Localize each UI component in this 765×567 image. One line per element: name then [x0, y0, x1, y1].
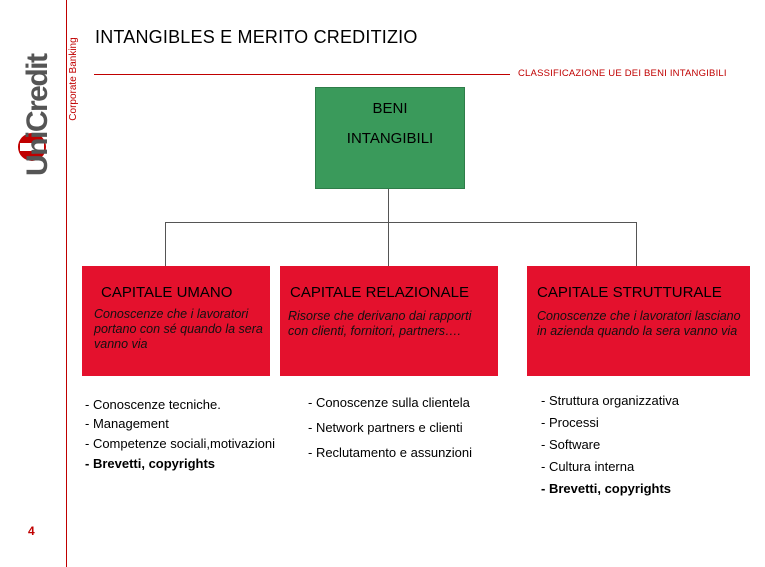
unicredit-logo: [12, 22, 79, 176]
list-item: - Reclutamento e assunzioni: [308, 445, 473, 460]
connector-root-down: [388, 189, 389, 222]
category-description-capitale-relazionale: Risorse che derivano dai rapporti con clienti, fornitori, partners….: [288, 309, 472, 338]
list-item: - Competenze sociali,motivazioni: [85, 436, 276, 451]
logo-wordmark: UniCredit: [21, 54, 54, 176]
list-item: - Cultura interna: [541, 459, 635, 474]
connector-horizontal: [165, 222, 637, 223]
page-number: 4: [28, 524, 35, 538]
list-item: - Management: [85, 416, 169, 431]
logo-subtitle: Corporate Banking: [68, 37, 79, 121]
list-item: - Conoscenze tecniche.: [85, 397, 221, 412]
page-title: INTANGIBLES E MERITO CREDITIZIO: [95, 27, 418, 47]
category-title-capitale-umano: CAPITALE UMANO: [101, 284, 233, 301]
connector-right: [636, 222, 637, 266]
category-description-capitale-strutturale: Conoscenze che i lavoratori lasciano in azienda quando la sera vanno via: [537, 309, 741, 338]
category-title-capitale-relazionale: CAPITALE RELAZIONALE: [290, 284, 469, 301]
list-item: - Software: [541, 437, 601, 452]
section-label: CLASSIFICAZIONE UE DEI BENI INTANGIBILI: [518, 68, 727, 79]
root-node-label-line1: BENI: [372, 100, 408, 117]
header-rule: [94, 74, 510, 75]
category-title-capitale-strutturale: CAPITALE STRUTTURALE: [537, 284, 722, 301]
list-item: - Struttura organizzativa: [541, 393, 680, 408]
root-node-label-line2: INTANGIBILI: [346, 130, 434, 147]
list-item: - Conoscenze sulla clientela: [308, 395, 470, 410]
category-description-capitale-umano: Conoscenze che i lavoratori portano con sé quando la sera vanno via: [94, 307, 263, 351]
list-item: - Processi: [541, 415, 599, 430]
connector-left: [165, 222, 166, 266]
list-item: - Brevetti, copyrights: [85, 456, 216, 471]
list-item: - Network partners e clienti: [308, 420, 463, 435]
connector-center: [388, 222, 389, 266]
list-item: - Brevetti, copyrights: [541, 481, 672, 496]
